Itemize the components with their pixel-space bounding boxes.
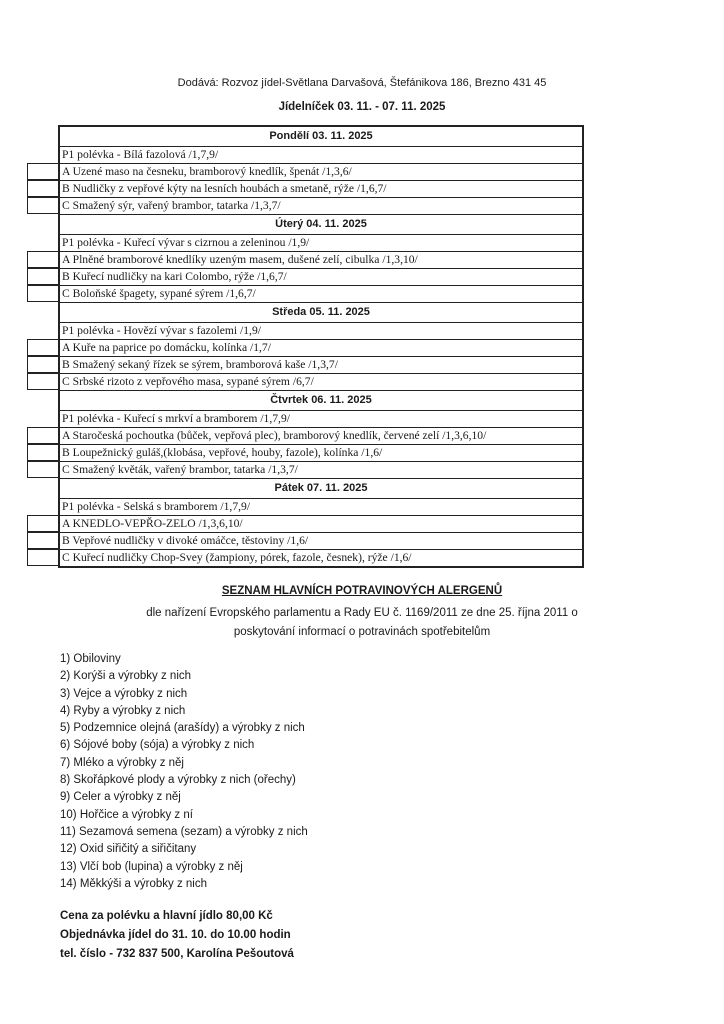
menu-item-c	[60, 198, 582, 215]
allergen-item: 6) Sójové boby (sója) a výrobky z nich	[60, 739, 255, 752]
day-header-friday: Pátek 07. 11. 2025	[60, 479, 582, 499]
menu-item-text: B Smažený sekaný řízek se sýrem, bramborová kaše /1,3,7/	[62, 358, 338, 371]
menu-item-text: A Staročeská pochoutka (bůček, vepřová plec), bramborový knedlík, červené zelí /1,3,6,10/	[62, 429, 487, 442]
day-header-monday: Pondělí 03. 11. 2025	[60, 127, 582, 147]
menu-item-text: A Uzené maso na česneku, bramborový knedlík, špenát /1,3,6/	[62, 165, 352, 178]
menu-item-b	[60, 269, 582, 286]
menu-item-c	[60, 286, 582, 303]
allergen-item: 4) Ryby a výrobky z nich	[60, 704, 186, 717]
menu-item-text: C Srbské rizoto z vepřového masa, sypané sýrem /6,7/	[62, 375, 314, 388]
menu-item-soup: P1 polévka - Selská s bramborem /1,7,9/	[60, 499, 582, 516]
order-box[interactable]	[27, 251, 58, 268]
menu-item-soup: P1 polévka - Kuřecí s mrkví a bramborem /1,7,9/	[60, 411, 582, 428]
menu-item-b	[60, 357, 582, 374]
menu-item-text: A Kuře na paprice po domácku, kolínka /1,7/	[62, 341, 271, 354]
allergen-list	[60, 651, 308, 893]
order-box[interactable]	[27, 339, 58, 356]
allergen-item: 14) Měkkýši a výrobky z nich	[60, 877, 207, 890]
allergen-item: 8) Skořápkové plody a výrobky z nich (ořechy)	[60, 774, 296, 787]
order-box[interactable]	[27, 444, 58, 461]
order-box[interactable]	[27, 163, 58, 180]
menu-item-soup: P1 polévka - Hovězí vývar s fazolemi /1,9/	[60, 323, 582, 340]
order-box[interactable]	[27, 427, 58, 444]
allergen-item: 1) Obiloviny	[60, 653, 121, 665]
menu-item-text: C Boloňské špagety, sypané sýrem /1,6,7/	[62, 287, 256, 300]
menu-item-text: C Kuřecí nudličky Chop-Svey (žampiony, pórek, fazole, česnek), rýže /1,6/	[62, 551, 412, 564]
menu-item-text: C Smažený sýr, vařený brambor, tatarka /1,3,7/	[62, 199, 281, 212]
allergen-item: 10) Hořčice a výrobky z ní	[60, 808, 193, 821]
menu-item-text: B Loupežnický guláš,(klobása, vepřové, houby, fazole), kolínka /1,6/	[62, 446, 383, 459]
allergen-item: 11) Sezamová semena (sezam) a výrobky z nich	[60, 825, 308, 838]
menu-item-text: A Plněné bramborové knedlíky uzeným masem, dušené zelí, cibulka /1,3,10/	[62, 253, 418, 266]
allergen-item: 3) Vejce a výrobky z nich	[60, 687, 188, 700]
menu-item-text: B Vepřové nudličky v divoké omáčce, těstoviny /1,6/	[62, 534, 309, 547]
supplier-line: Dodává: Rozvoz jídel-Světlana Darvašová, Štefánikova 186, Brezno 431 45	[177, 77, 547, 89]
menu-item-a	[60, 516, 582, 533]
allergen-heading: SEZNAM HLAVNÍCH POTRAVINOVÝCH ALERGENŮ	[221, 585, 503, 597]
menu-item-a	[60, 428, 582, 445]
menu-item-soup: P1 polévka - Kuřecí vývar s cizrnou a zeleninou /1,9/	[60, 235, 582, 252]
day-header-thursday: Čtvrtek 06. 11. 2025	[60, 391, 582, 411]
order-box[interactable]	[27, 197, 58, 214]
regulation-line: poskytování informací o potravinách spotřebitelům	[233, 626, 491, 638]
menu-item-b	[60, 181, 582, 198]
menu-item-a	[60, 252, 582, 269]
menu-item-c	[60, 462, 582, 479]
allergen-item: 2) Korýši a výrobky z nich	[60, 670, 192, 683]
menu-table	[58, 125, 584, 568]
order-box[interactable]	[27, 180, 58, 197]
week-title: Jídelníček 03. 11. - 07. 11. 2025	[278, 101, 446, 113]
order-info	[60, 907, 294, 964]
menu-item-text: A KNEDLO-VEPŘO-ZELO /1,3,6,10/	[62, 517, 243, 530]
allergen-item: 13) Vlčí bob (lupina) a výrobky z něj	[60, 860, 243, 873]
menu-item-soup: P1 polévka - Bílá fazolová /1,7,9/	[60, 147, 582, 164]
menu-item-a	[60, 164, 582, 181]
order-box[interactable]	[27, 549, 58, 566]
order-box[interactable]	[27, 532, 58, 549]
menu-item-text: B Nudličky z vepřové kýty na lesních houbách a smetaně, rýže /1,6,7/	[62, 182, 387, 195]
menu-item-b	[60, 445, 582, 462]
menu-item-c	[60, 374, 582, 391]
order-box[interactable]	[27, 515, 58, 532]
menu-item-a	[60, 340, 582, 357]
allergen-item: 12) Oxid siřičitý a siřičitany	[60, 843, 197, 856]
allergen-item: 7) Mléko a výrobky z něj	[60, 756, 184, 769]
day-header-wednesday: Středa 05. 11. 2025	[60, 303, 582, 323]
day-header-tuesday: Úterý 04. 11. 2025	[60, 215, 582, 235]
price-line: Cena za polévku a hlavní jídlo 80,00 Kč	[60, 910, 273, 922]
order-box[interactable]	[27, 268, 58, 285]
menu-item-b	[60, 533, 582, 550]
order-box[interactable]	[27, 461, 58, 478]
allergen-item: 9) Celer a výrobky z něj	[60, 791, 181, 804]
regulation-text	[0, 604, 724, 642]
phone-line: tel. číslo - 732 837 500, Karolína Pešoutová	[60, 948, 294, 960]
order-box[interactable]	[27, 285, 58, 302]
menu-item-c	[60, 550, 582, 566]
order-box[interactable]	[27, 356, 58, 373]
regulation-line: dle nařízení Evropského parlamentu a Rady EU č. 1169/2011 ze dne 25. října 2011 o	[146, 607, 578, 619]
order-deadline-line: Objednávka jídel do 31. 10. do 10.00 hodin	[60, 929, 291, 941]
menu-item-text: C Smažený květák, vařený brambor, tatarka /1,3,7/	[62, 463, 298, 476]
menu-item-text: B Kuřecí nudličky na kari Colombo, rýže /1,6,7/	[62, 270, 287, 283]
order-box[interactable]	[27, 373, 58, 390]
allergen-item: 5) Podzemnice olejná (arašídy) a výrobky z nich	[60, 722, 305, 735]
